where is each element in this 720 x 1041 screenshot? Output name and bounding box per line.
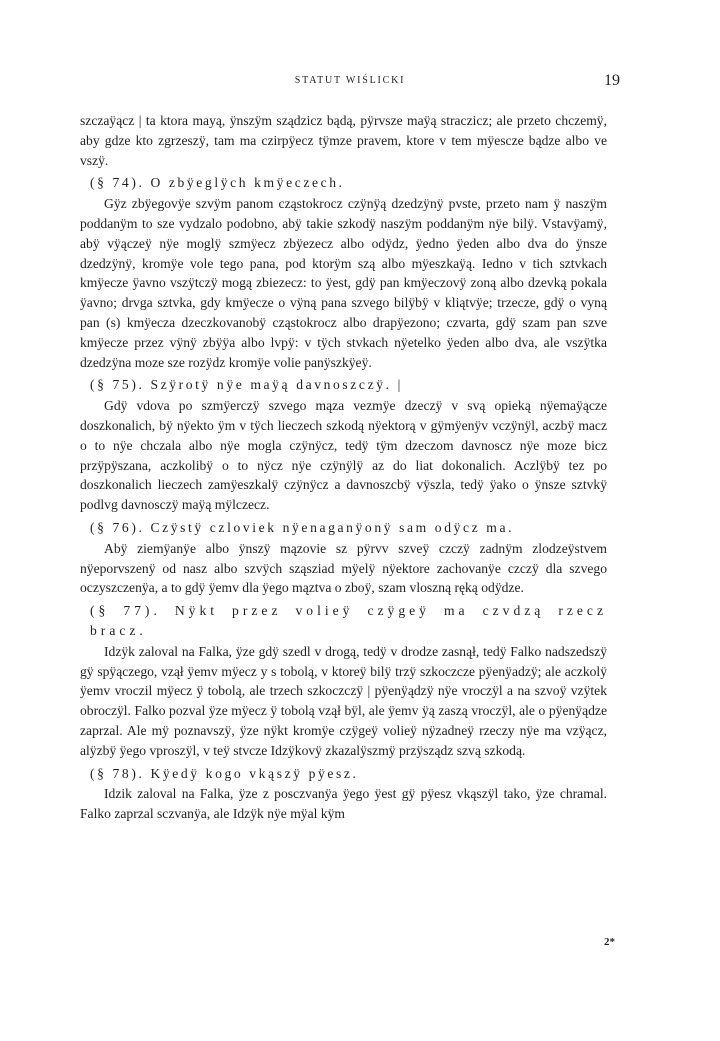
section-title-76: (§ 76). Czÿstÿ czloviek nÿenaganÿonÿ sam odÿcz ma. (90, 519, 515, 535)
section-title-74: (§ 74). O zbÿeglÿch kmÿeczech. (90, 175, 345, 191)
paragraph-74: Gÿz zbÿegovÿe szvÿm panom cząstokrocz czÿnÿą dzedzÿnÿ pvste, przeto nam ÿ naszÿm poddanÿm to sze vydzalo podobno, abÿ takie szkodÿ naszÿm poddanÿm nÿe bilÿ. Vstavÿamÿ, abÿ vÿączeÿ nÿe moglÿ szmÿecz zbÿezecz albo odÿdz, ÿedno ÿeden albo dva do ÿnsze dzedzÿnÿ, kromÿe vole tego pana, pod ktorÿm szą albo mÿeszkaÿą. Iedno v tich sztvkach kmÿecze ÿavno vszÿtczÿ mogą zbiezecz: to ÿest, gdÿ pan kmÿeczovÿ zoną albo dzevką pokala ÿavno; drvga sztvka, gdy kmÿecze o vÿną pana szvego bilÿbÿ v kliątvÿe; trzecze, gdÿ o vyną pan (s) kmÿecza dzeczkovanobÿ cząstokrocz albo drapÿezono; czvarta, gdÿ szam pan szve kmÿecze przez vÿnÿ zbÿÿa albo lvpÿ: v tÿch stvkach nÿetelko ÿeden albo dva, ale vszÿtka dzedzÿna moze sze rozÿdz kromÿe volie panÿszkÿeÿ. (80, 196, 607, 370)
section-title-78: (§ 78). Kÿedÿ kogo vkąszÿ pÿesz. (90, 765, 359, 781)
page-number: 19 (604, 72, 620, 89)
paragraph-75: Gdÿ vdova po szmÿerczÿ szvego mąza vezmÿe dzeczÿ v svą opieką nÿemaÿącze doszkonalich, bÿ nÿekto ÿm v tÿch lieczech szkodą nÿektorą v gÿmÿenÿv vczÿnÿl, aczbÿ macz o to nÿe chczala albo nÿe mogla czÿnÿcz, tedÿ tÿm dzeczom davnoscz nÿe moze bicz przÿpÿszana, aczkolibÿ o to nÿcz nÿe czÿnÿlÿ az do liat dokonalich. Aczlÿbÿ tez po doszkonalich lieczech zamÿeszkalÿ czÿnÿcz a davnoszcbÿ vÿszla, tedÿ ÿako o ÿnsze sztvkÿ podlvg davnosczÿ maÿą mÿlczecz. (80, 398, 607, 513)
text-body (80, 111, 607, 824)
paragraph-78: Idzik zaloval na Falka, ÿze z posczvanÿa ÿego ÿest gÿ pÿesz vkąszÿl tako, ÿze chramal. Falko zaprzal sczvanÿa, ale Idzÿk nÿe mÿal kÿm (80, 786, 607, 822)
paragraph-continuation: szczaÿącz | ta ktora mayą, ÿnszÿm sządzicz bądą, pÿrvsze maÿą straczicz; ale przeto chczemÿ, aby gdze kto zgrzeszÿ, tam ma czirpÿecz tÿmze pravem, ktore v tem mÿescze bądze albo ve vszÿ. (80, 113, 607, 168)
paragraph-76: Abÿ ziemÿanÿe albo ÿnszÿ mązovie sz pÿrvv szveÿ czczÿ zadnÿm zlodzeÿstvem nÿeporvszenÿ od nasz albo szvÿch sząsziad mÿelÿ nÿektore zachovanÿe czczÿ dla szvego oczyszczenÿa, a to gdÿ ÿemv dla ÿego mąztva o zboÿ, szam vloszną ręką odÿdze. (80, 540, 607, 596)
running-title: STATUT WIŚLICKI (294, 75, 406, 86)
section-title-75: (§ 75). Szÿrotÿ nÿe maÿą davnoszczÿ. | (90, 377, 403, 393)
section-title-77: (§ 77). Nÿkt przez volieÿ czÿgeÿ ma czvdzą rzecz bracz. (90, 603, 607, 638)
paragraph-77: Idzÿk zaloval na Falka, ÿze gdÿ szedl v drogą, tedÿ v drodze zasnął, tedÿ Falko nadszedszÿ gÿ spÿączego, vzął ÿemv mÿecz y s tobolą, v ktoreÿ bilÿ trzÿ szkoczcze pÿenÿadzÿ; ale aczkolÿ ÿemv vroczil mÿecz ÿ tobolą, ale trzech szkoczczÿ | pÿenÿądzÿ nÿe vroczÿl a na szvoÿ vzÿtek obroczÿl. Falko pozval ÿze mÿecz ÿ tobolą vzął bÿl, ale ÿemv ÿą zaszą vroczÿl, ale o pÿenÿądze zaprzal. Ale mÿ poznavszÿ, ÿze nÿkt kromÿe czÿgeÿ volieÿ nÿzadneÿ rzeczy nÿe ma vzÿącz, alÿzbÿ ÿego vproszÿl, v teÿ stvcze Idzÿkovÿ zkazalÿszmÿ przÿsządz szvą szkodą. (80, 643, 607, 758)
signature-mark: 2* (604, 936, 615, 948)
running-head (80, 72, 620, 92)
